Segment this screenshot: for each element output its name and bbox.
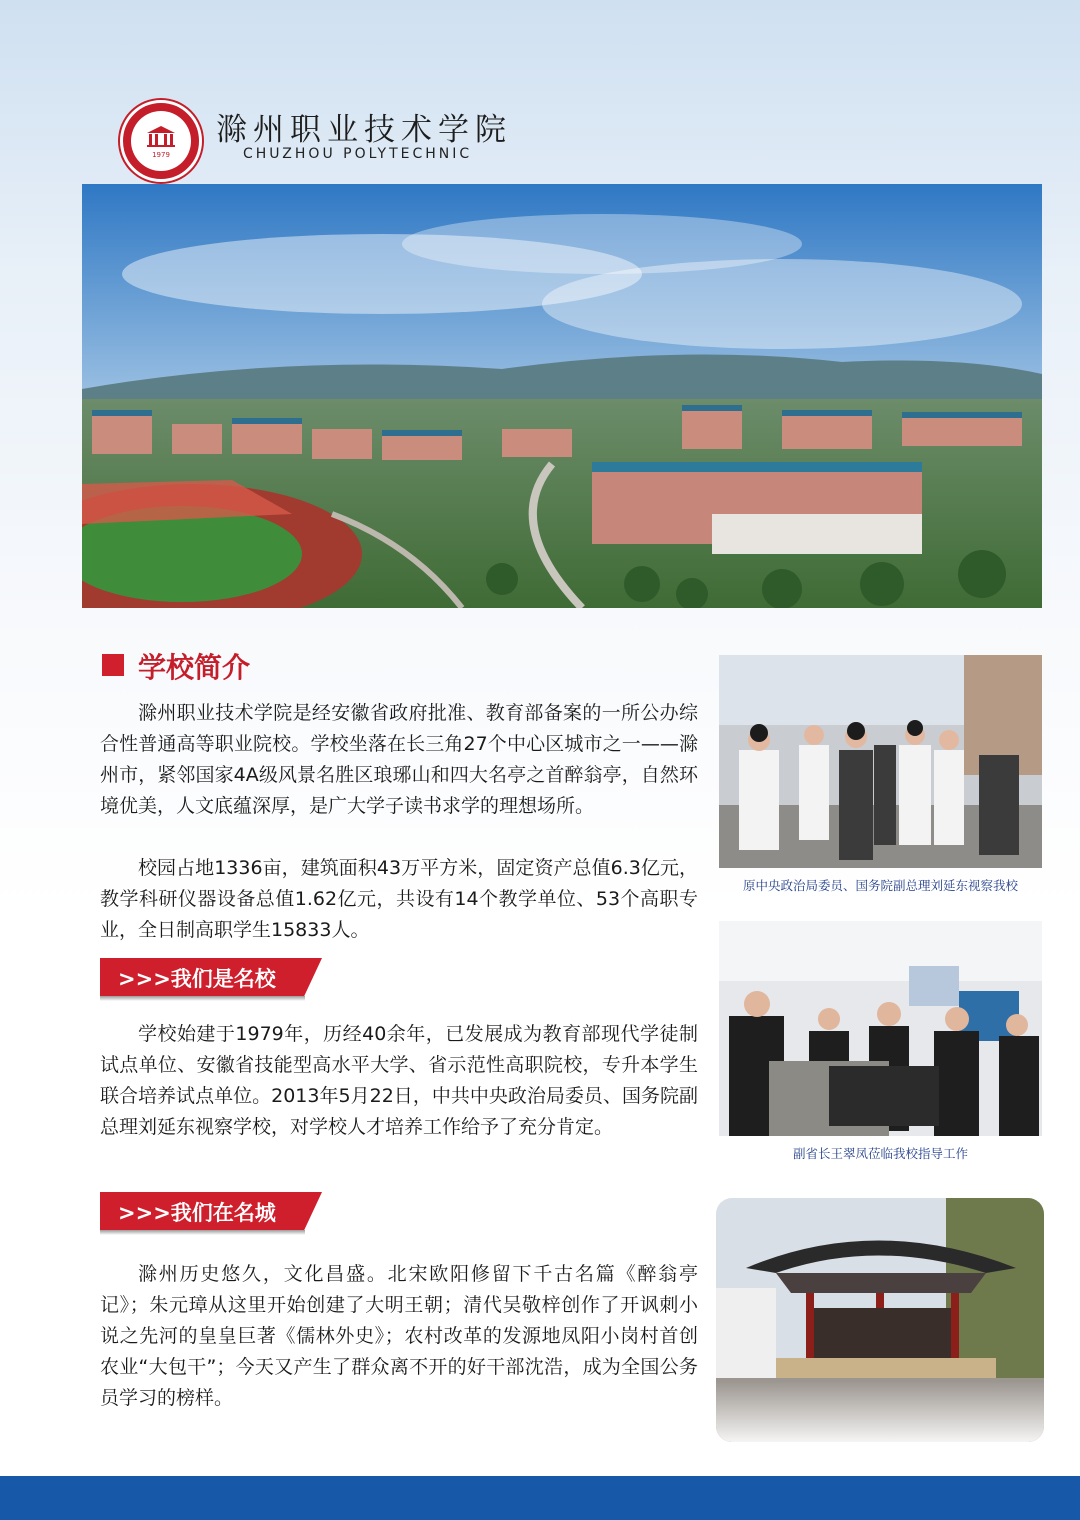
photo-caption-2: 副省长王翠凤莅临我校指导工作 <box>792 1146 968 1161</box>
tag-label: >>>我们在名城 <box>118 1201 276 1225</box>
logo-year: 1979 <box>152 151 170 159</box>
tag-shadow <box>100 1230 305 1235</box>
intro-paragraph-2: 校园占地1336亩，建筑面积43万平方米，固定资产总值6.3亿元，教学科研仪器设备总值1.62亿元，共设有14个教学单位、53个高职专业，全日制高职学生15833人。 <box>100 857 698 941</box>
school-name-en: CHUZHOU POLYTECHNIC <box>243 146 473 162</box>
photo-lab-visit <box>719 921 1042 1136</box>
photo-zuiweng-pavilion <box>716 1198 1044 1442</box>
famous-city-paragraph: 滁州历史悠久，文化昌盛。北宋欧阳修留下千古名篇《醉翁亭记》；朱元璋从这里开始创建了大明王朝；清代吴敬梓创作了开讽刺小说之先河的皇皇巨著《儒林外史》；农村改革的发源地凤阳小岗村首创农业“大包干”；今天又产生了群众离不开的好干部沈浩，成为全国公务员学习的榜样。 <box>100 1263 698 1409</box>
famous-school-paragraph: 学校始建于1979年，历经40余年，已发展成为教育部现代学徒制试点单位、安徽省技能型高水平大学、省示范性高职院校，专升本学生联合培养试点单位。2013年5月22日，中共中央政治局委员、国务院副总理刘延东视察学校，对学校人才培养工作给予了充分肯定。 <box>100 1023 698 1138</box>
photo-leader-visit <box>719 655 1042 868</box>
tag-shadow <box>100 996 305 1001</box>
school-seal-icon <box>120 100 202 182</box>
tag-label: >>>我们是名校 <box>118 967 276 991</box>
tag-famous-city <box>100 1192 322 1230</box>
school-name-cn: 滁州职业技术学院 <box>216 112 512 148</box>
tag-famous-school <box>100 958 322 996</box>
campus-aerial-photo <box>82 184 1042 608</box>
intro-paragraph-1: 滁州职业技术学院是经安徽省政府批准、教育部备案的一所公办综合性普通高等职业院校。学校坐落在长三角27个中心区城市之一——滁州市，紧邻国家4A级风景名胜区琅琊山和四大名亭之首醉翁亭，自然环境优美，人文底蕴深厚，是广大学子读书求学的理想场所。 <box>100 702 698 817</box>
title-square-icon <box>102 654 124 676</box>
logo-inner <box>131 111 191 171</box>
photo-caption-1: 原中央政治局委员、国务院副总理刘延东视察我校 <box>742 878 1018 893</box>
logo-building-icon <box>145 125 177 147</box>
section-title-text: 学校简介 <box>138 651 251 684</box>
footer-bar <box>0 1476 1080 1520</box>
